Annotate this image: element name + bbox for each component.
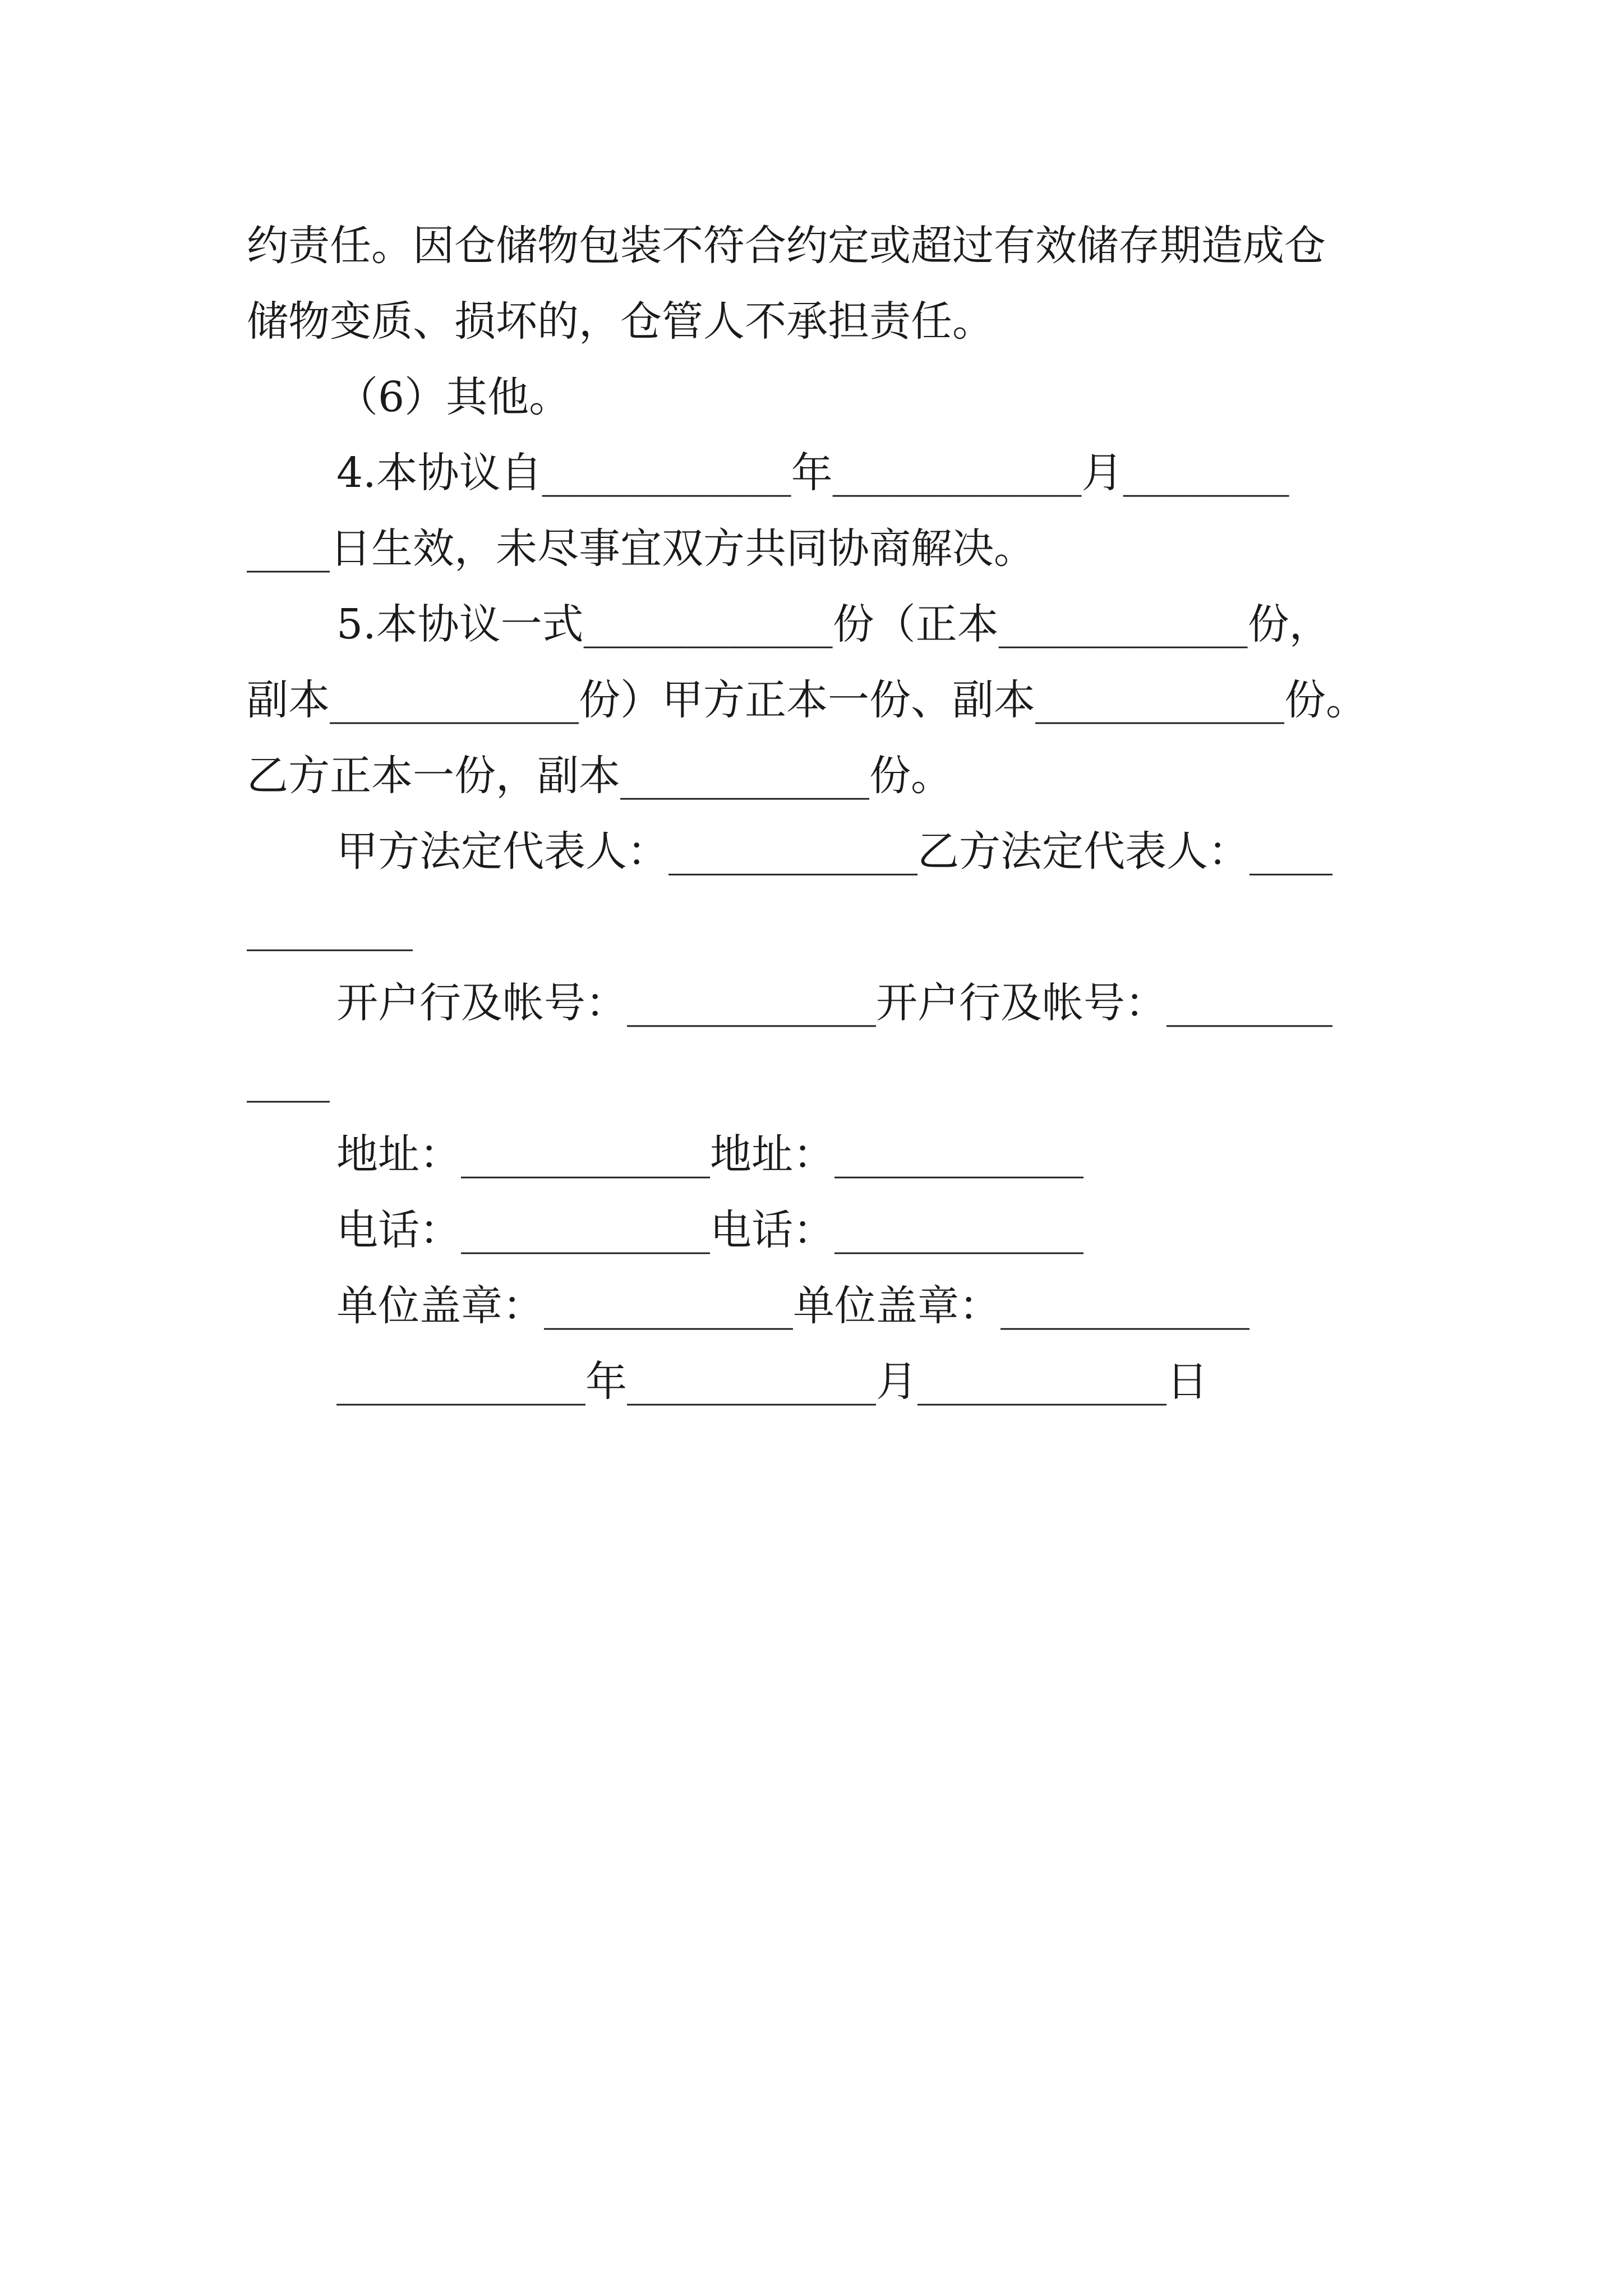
- signing-date-line: ____________年____________月____________日: [336, 1358, 1208, 1406]
- address-line: 地址：____________地址：____________: [336, 1130, 1083, 1179]
- clause-5-copies: 5.本协议一式____________份（正本____________份，: [336, 600, 1331, 648]
- legal-representatives-line: 甲方法定代表人：____________乙方法定代表人：____: [336, 827, 1332, 876]
- clause-5-party-b-copies: 乙方正本一份，副本____________份。: [247, 752, 952, 800]
- bank-account-line: 开户行及帐号：____________开户行及帐号：________: [336, 979, 1332, 1027]
- clause-5-continuation: 副本____________份）甲方正本一份、副本____________份。: [247, 676, 1367, 724]
- clause-4-effective-date: 4.本协议自____________年____________月________: [336, 449, 1289, 497]
- bank-account-continuation: ____: [247, 1055, 330, 1103]
- list-item-other: （6）其他。: [336, 373, 571, 421]
- legal-representatives-continuation: ________: [247, 903, 413, 951]
- phone-line: 电话：____________电话：____________: [336, 1206, 1083, 1254]
- company-seal-line: 单位盖章：____________单位盖章：____________: [336, 1282, 1249, 1330]
- clause-4-continuation: ____日生效，未尽事宜双方共同协商解决。: [247, 524, 1035, 573]
- body-text-line: 储物变质、损坏的，仓管人不承担责任。: [247, 297, 994, 346]
- body-text-line: 约责任。因仓储物包装不符合约定或超过有效储存期造成仓: [247, 222, 1326, 270]
